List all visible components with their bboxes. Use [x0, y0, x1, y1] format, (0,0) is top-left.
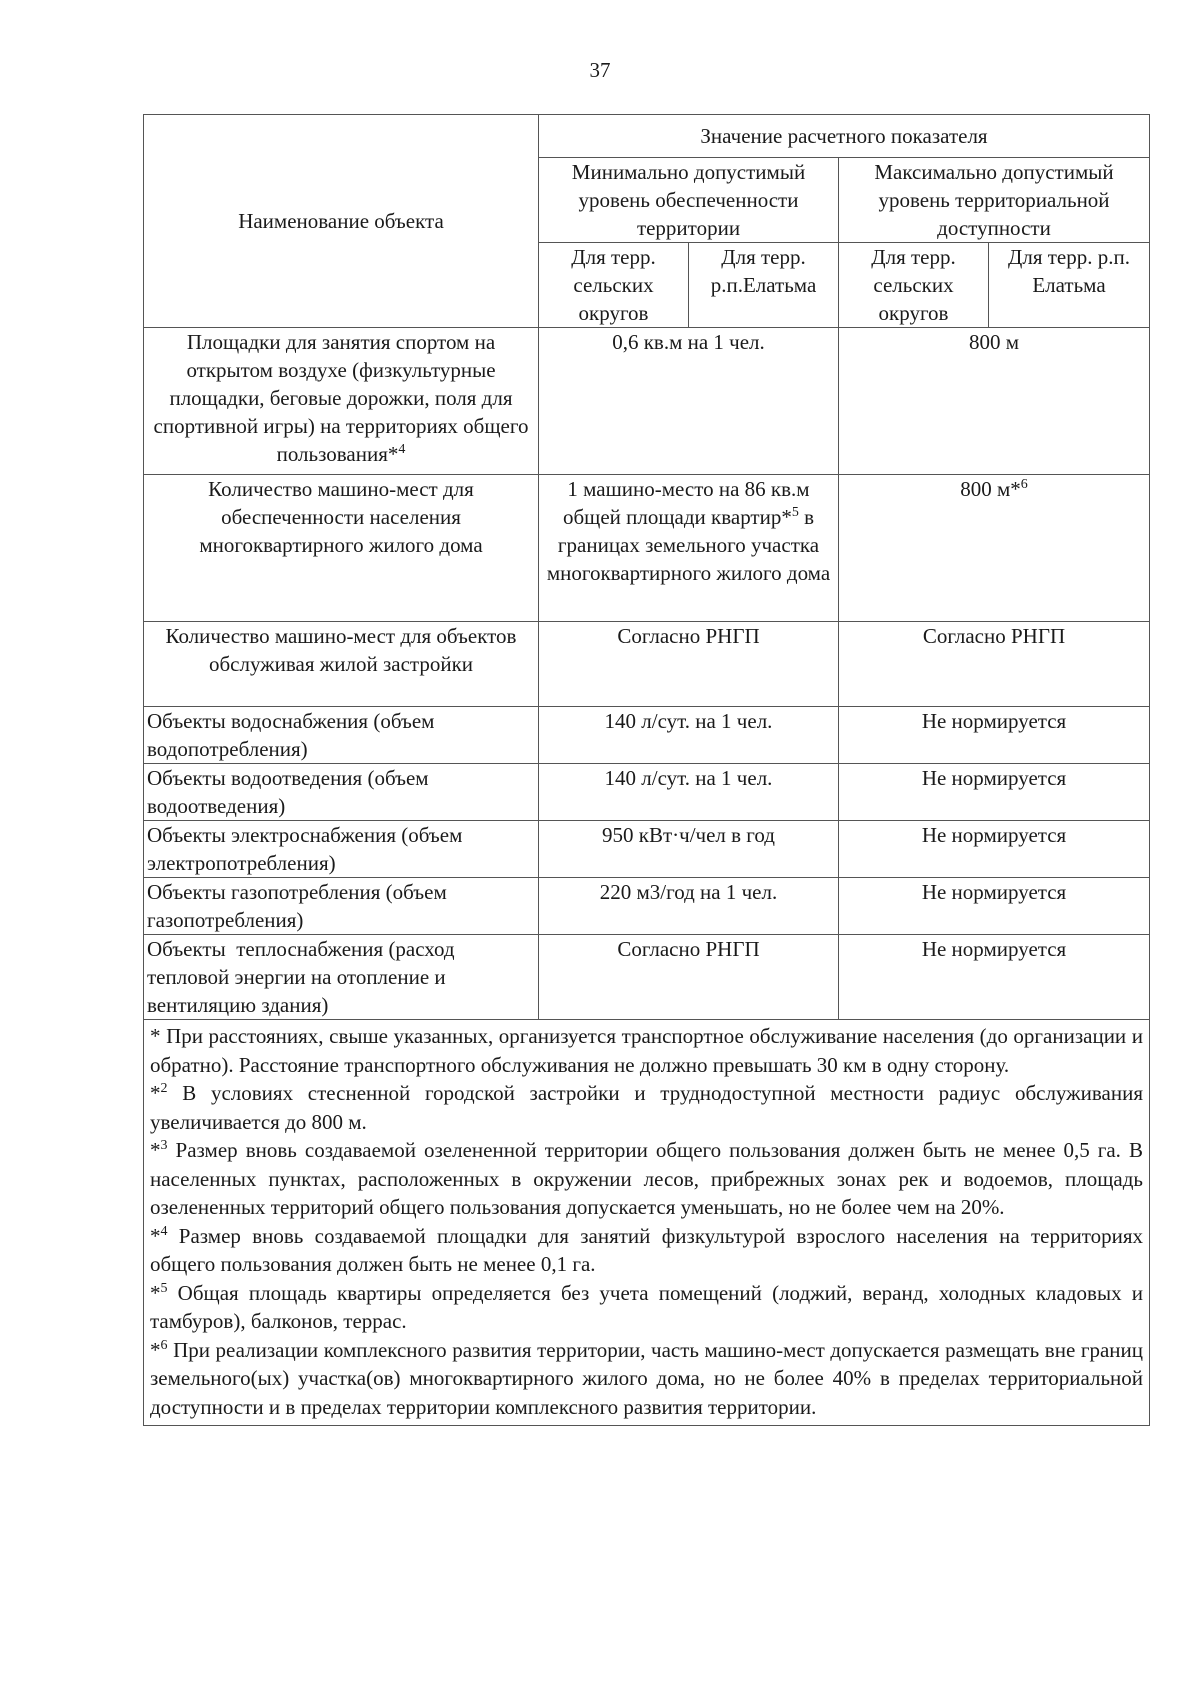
header-row-1: [144, 115, 1150, 158]
footnote-mark: 4: [398, 442, 406, 457]
row-service-name: Количество машино-мест для объектов обслуживая жилой застройки: [144, 622, 539, 707]
row-service-max: Согласно РНГП: [839, 622, 1150, 707]
table-row: [144, 328, 1150, 475]
footnote-1: * При расстояниях, свыше указанных, организуется транспортное обслуживание населения (до организации и обратно). Расстояние транспортного обслуживания не должно превышать 30 км в одну сторону.: [150, 1024, 1143, 1077]
row-sewer-min: 140 л/сут. на 1 чел.: [539, 764, 839, 821]
table-row: [144, 622, 1150, 707]
footnotes: [144, 1020, 1150, 1426]
row-sewer-max: Не нормируется: [839, 764, 1150, 821]
row-electric-name: Объекты электроснабжения (объем электропотребления): [144, 821, 539, 878]
row-gas-max: Не нормируется: [839, 878, 1150, 935]
row-parking-max: 800 м*$^6$: [839, 475, 1150, 622]
table-row: [144, 878, 1150, 935]
footnote-mark: 5: [791, 505, 799, 520]
table-row: [144, 475, 1150, 622]
row-water-min: 140 л/сут. на 1 чел.: [539, 707, 839, 764]
row-heat-max: Не нормируется: [839, 935, 1150, 1020]
footnote-3: *$^3$ Размер вновь создаваемой озелененной территории общего пользования должен быть не менее 0,5 га. В населенных пунктах, расположенных в окружении лесов, прибрежных зонах рек и водоемов, площадь озелененных территорий общего пользования допускается уменьшать, но не более чем на 20%.: [150, 1138, 1143, 1219]
row-electric-min: 950 кВт·ч/чел в год: [539, 821, 839, 878]
row-gas-name: Объекты газопотребления (объем газопотребления): [144, 878, 539, 935]
table-row: [144, 821, 1150, 878]
row-water-name: Объекты водоснабжения (объем водопотребления): [144, 707, 539, 764]
header-max-level: Максимально допустимый уровень территориальной доступности: [839, 158, 1150, 243]
row-sport-name: Площадки для занятия спортом на открытом воздухе (физкультурные площадки, беговые дорожки, поля для спортивной игры) на территориях общего пользования*$^4$: [144, 328, 539, 475]
header-object-name: Наименование объекта: [144, 115, 539, 328]
footnote-mark: 6: [1020, 477, 1028, 492]
row-sport-max: 800 м: [839, 328, 1150, 475]
norms-table: [143, 114, 1150, 1426]
row-gas-min: 220 м3/год на 1 чел.: [539, 878, 839, 935]
row-service-min: Согласно РНГП: [539, 622, 839, 707]
footnote-5: *$^5$ Общая площадь квартиры определяется без учета помещений (лоджий, веранд, холодных кладовых и тамбуров), балконов, террас.: [150, 1280, 1143, 1333]
row-sewer-name: Объекты водоотведения (объем водоотведения): [144, 764, 539, 821]
page-number: 37: [589, 58, 611, 82]
row-parking-min: 1 машино-место на 86 кв.м общей площади квартир*$^5$ в границах земельного участка многоквартирного жилого дома: [539, 475, 839, 622]
row-heat-min: Согласно РНГП: [539, 935, 839, 1020]
table-row: [144, 764, 1150, 821]
row-heat-name: Объекты теплоснабжения (расход тепловой энергии на отопление и вентиляцию здания): [144, 935, 539, 1020]
header-sub-town-2: Для терр. р.п. Елатьма: [989, 243, 1150, 328]
notes-row: [144, 1020, 1150, 1426]
row-sport-min: 0,6 кв.м на 1 чел.: [539, 328, 839, 475]
header-sub-rural-1: Для терр. сельских округов: [539, 243, 689, 328]
row-water-max: Не нормируется: [839, 707, 1150, 764]
table-row: [144, 707, 1150, 764]
row-parking-name: Количество машино-мест для обеспеченности населения многоквартирного жилого дома: [144, 475, 539, 622]
footnote-2: *$^2$ В условиях стесненной городской застройки и труднодоступной местности радиус обслуживания увеличивается до 800 м.: [150, 1081, 1143, 1134]
footnote-6: *$^6$ При реализации комплексного развития территории, часть машино-мест допускается размещать вне границ земельного(ых) участка(ов) многоквартирного жилого дома, но не более 40% в пределах территориальной доступности и в пределах территории комплексного развития территории.: [150, 1337, 1143, 1419]
header-sub-town-1: Для терр. р.п.Елатьма: [689, 243, 839, 328]
footnote-4: *$^4$ Размер вновь создаваемой площадки для занятий физкультурой взрослого населения на территориях общего пользования должен быть не менее 0,1 га.: [150, 1223, 1143, 1276]
header-sub-rural-2: Для терр. сельских округов: [839, 243, 989, 328]
table-row: [144, 935, 1150, 1020]
header-min-level: Минимально допустимый уровень обеспеченности территории: [539, 158, 839, 243]
header-indicator-value: Значение расчетного показателя: [539, 115, 1150, 158]
row-electric-max: Не нормируется: [839, 821, 1150, 878]
